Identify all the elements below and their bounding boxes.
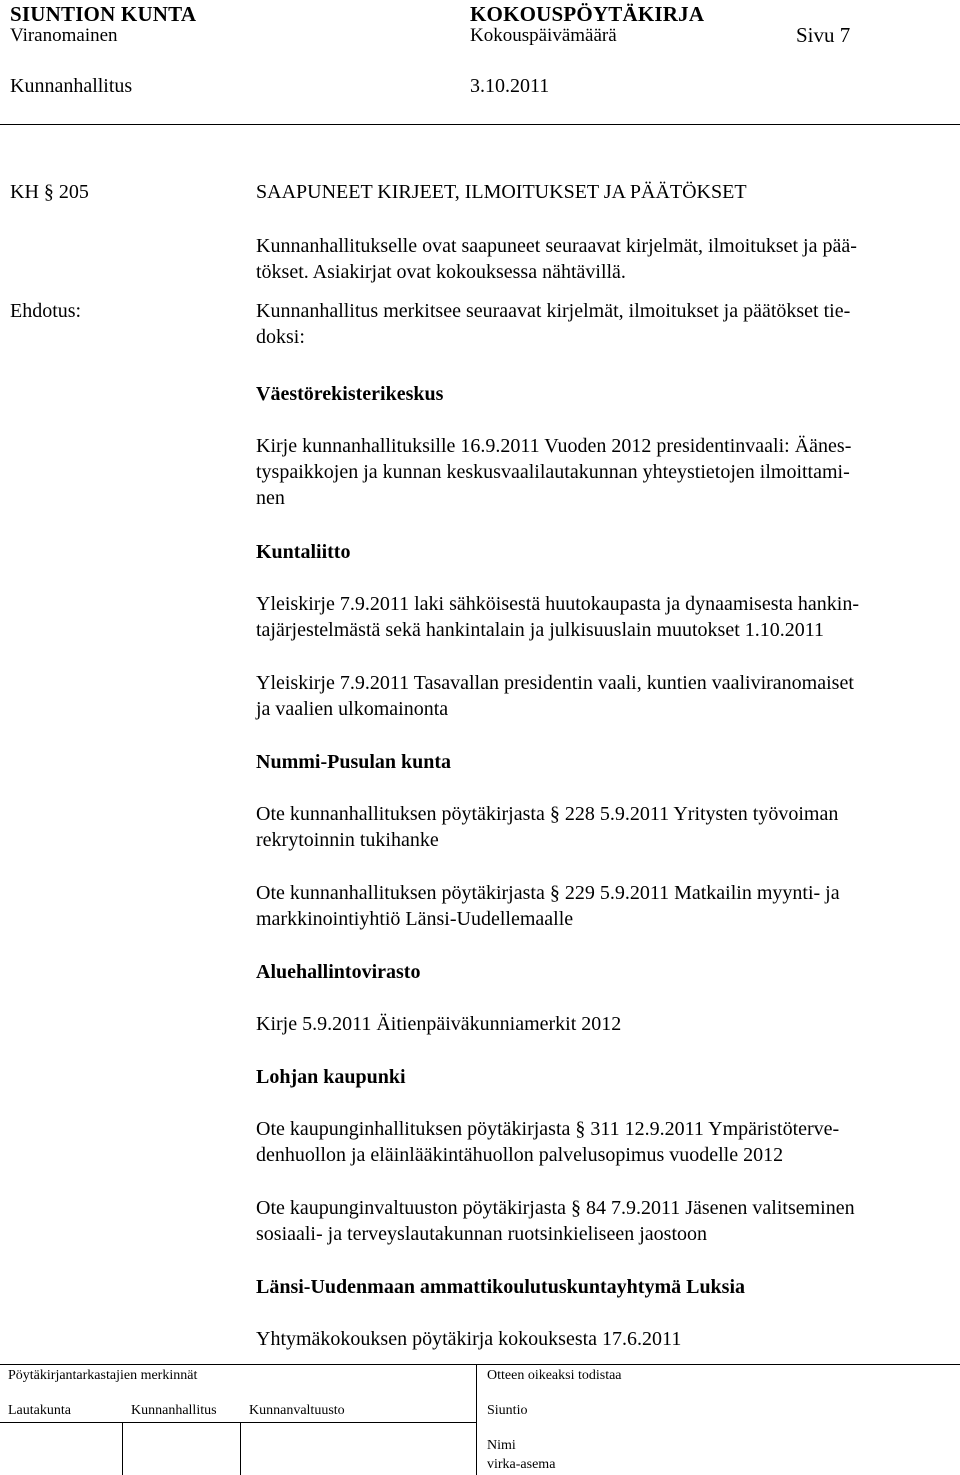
section-heading-aluehallintovirasto: Aluehallintovirasto [256, 961, 421, 983]
item-title: SAAPUNEET KIRJEET, ILMOITUKSET JA PÄÄTÖKSET [256, 181, 747, 203]
list-item: Ote kaupunginvaltuuston pöytäkirjasta § 84 7.9.2011 Jäsenen valitseminen sosiaali- ja terveyslautakunnan ruotsinkieliseen jaostoon [256, 1197, 855, 1245]
proposal-text: Kunnanhallitus merkitsee seuraavat kirjelmät, ilmoitukset ja päätökset tie- doksi: [256, 300, 851, 348]
footer-divider-top [0, 1364, 960, 1365]
authority-label: Viranomainen [10, 25, 118, 46]
meeting-date-label: Kokouspäivämäärä [470, 25, 617, 46]
footer-divider-vertical [476, 1364, 477, 1475]
list-item: Ote kaupunginhallituksen pöytäkirjasta § 311 12.9.2011 Ympäristöterve- denhuollon ja eläinlääkintähuollon palvelusopimus vuodelle 2012 [256, 1118, 840, 1166]
section-heading-luksia: Länsi-Uudenmaan ammattikoulutuskuntayhtymä Luksia [256, 1276, 746, 1298]
footer-col-divider-2 [240, 1422, 241, 1475]
list-item: Ote kunnanhallituksen pöytäkirjasta § 229 5.9.2011 Matkailin myynti- ja markkinointiyhtiö Länsi-Uudellemaalle [256, 882, 840, 930]
list-item: Kirje kunnanhallituksille 16.9.2011 Vuoden 2012 presidentinvaali: Äänes- tyspaikkojen ja kunnan keskusvaalilautakunnan yhteystietojen ilmoittami- nen [256, 435, 852, 509]
organization-name: SIUNTION KUNTA [10, 2, 197, 26]
footer-col-divider-1 [122, 1422, 123, 1475]
meeting-date: 3.10.2011 [470, 75, 550, 97]
footer-place: Siuntio [487, 1403, 528, 1418]
header-divider [0, 124, 960, 125]
section-heading-lohjan-kaupunki: Lohjan kaupunki [256, 1066, 406, 1088]
intro-paragraph: Kunnanhallitukselle ovat saapuneet seuraavat kirjelmät, ilmoitukset ja pää- tökset. Asiakirjat ovat kokouksessa nähtävillä. [256, 235, 857, 283]
section-heading-vaestorekisterikeskus: Väestörekisterikeskus [256, 383, 444, 405]
list-item: Yleiskirje 7.9.2011 Tasavallan presidentin vaali, kuntien vaaliviranomaiset ja vaalien ulkomainonta [256, 672, 854, 720]
list-item: Yhtymäkokouksen pöytäkirja kokouksesta 17.6.2011 [256, 1328, 682, 1350]
footer-col-lautakunta: Lautakunta [8, 1403, 71, 1418]
footer-col-kunnanvaltuusto: Kunnanvaltuusto [249, 1403, 345, 1418]
certified-label: Otteen oikeaksi todistaa [487, 1368, 622, 1383]
item-number: KH § 205 [10, 181, 89, 203]
document-type: KOKOUSPÖYTÄKIRJA [470, 2, 705, 26]
section-heading-nummi-pusulan-kunta: Nummi-Pusulan kunta [256, 751, 452, 773]
list-item: Kirje 5.9.2011 Äitienpäiväkunniamerkit 2012 [256, 1013, 622, 1035]
checkers-label: Pöytäkirjantarkastajien merkinnät [8, 1368, 198, 1383]
footer-title: virka-asema [487, 1457, 556, 1472]
proposal-label: Ehdotus: [10, 300, 82, 322]
page-number: Sivu 7 [796, 23, 851, 47]
list-item: Ote kunnanhallituksen pöytäkirjasta § 228 5.9.2011 Yritysten työvoiman rekrytoinnin tukihanke [256, 803, 839, 851]
footer-col-kunnanhallitus: Kunnanhallitus [131, 1403, 217, 1418]
footer-divider-left [0, 1422, 476, 1423]
footer-name: Nimi [487, 1438, 516, 1453]
authority-name: Kunnanhallitus [10, 75, 133, 97]
list-item: Yleiskirje 7.9.2011 laki sähköisestä huutokaupasta ja dynaamisesta hankin- tajärjestelmästä sekä hankintalain ja julkisuuslain muutokset 1.10.2011 [256, 593, 860, 641]
section-heading-kuntaliitto: Kuntaliitto [256, 541, 351, 563]
